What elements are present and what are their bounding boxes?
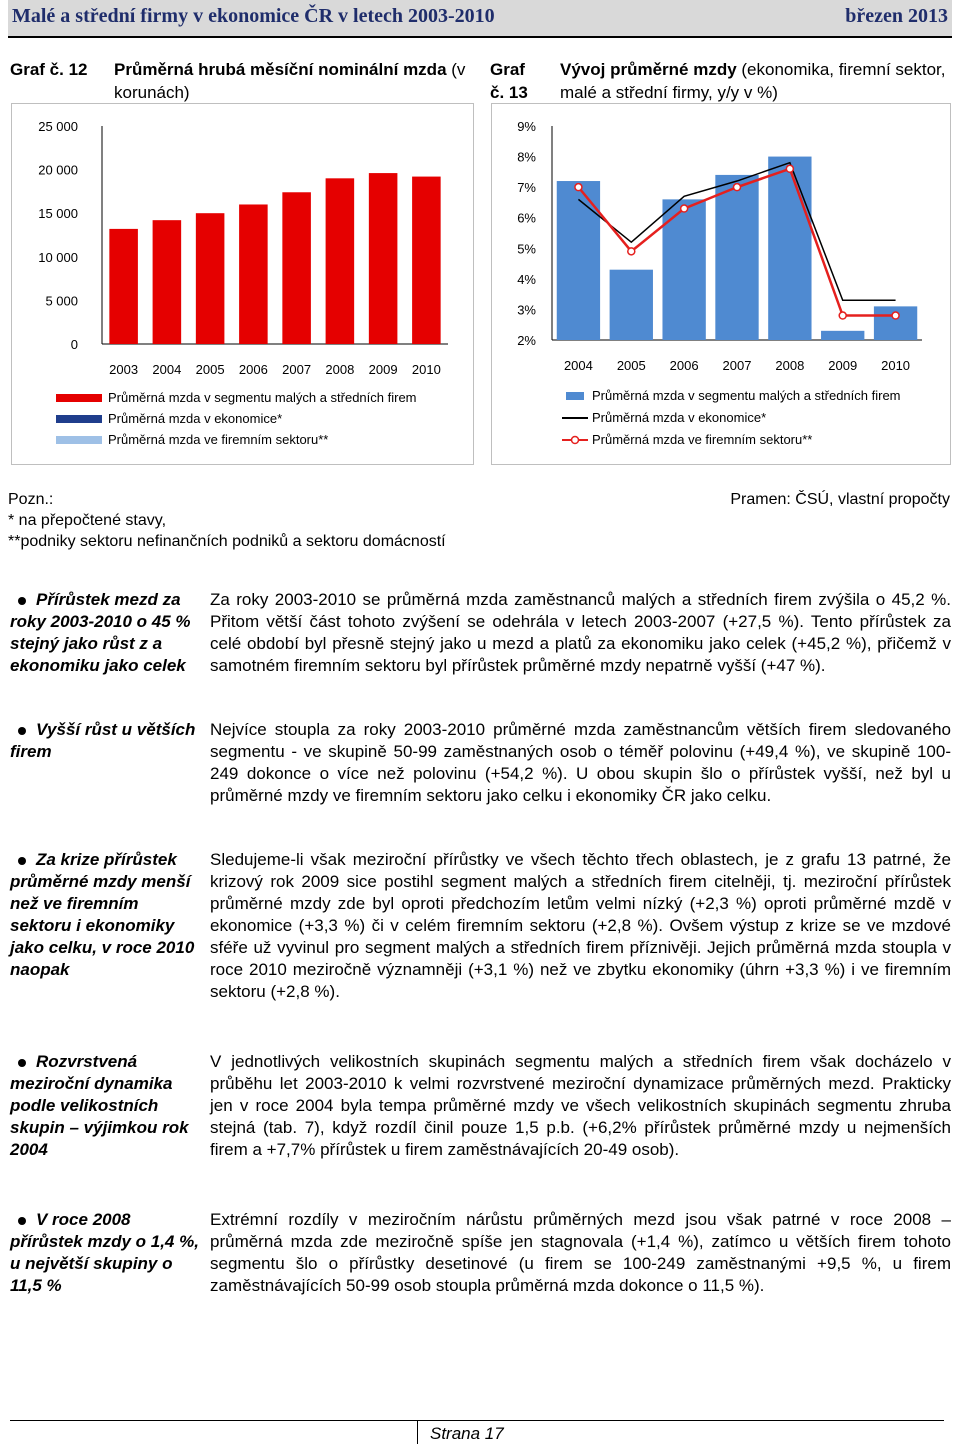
side-note-text: Vyšší růst u větších firem <box>10 720 196 761</box>
point-business-sector <box>628 248 635 255</box>
graph13-label-line1: Graf <box>490 60 525 79</box>
x-tick-label: 2004 <box>152 362 182 377</box>
x-tick-label: 2006 <box>669 358 699 373</box>
bullet-icon <box>18 1217 26 1225</box>
graph12-title <box>10 58 470 104</box>
document-date: březen 2013 <box>845 5 948 27</box>
legend-label: Průměrná mzda v ekonomice* <box>592 410 767 425</box>
graph13-title <box>490 58 950 104</box>
side-note-text: Přírůstek mezd za roky 2003-2010 o 45 % stejný jako růst z a ekonomiku jako celek <box>10 590 191 675</box>
legend-swatch <box>56 394 102 402</box>
side-note-4 <box>10 1051 202 1161</box>
graph13-label-line2: č. 13 <box>490 83 528 102</box>
bar-smb-2005 <box>196 213 225 344</box>
chart-13-svg <box>492 104 950 464</box>
y-tick-label: 0 <box>70 337 78 352</box>
graph12-title-main: Průměrná hrubá měsíční nominální mzda <box>114 60 447 79</box>
point-business-sector <box>734 184 741 191</box>
graph12-label: Graf č. 12 <box>10 60 88 79</box>
point-business-sector <box>839 312 846 319</box>
y-tick-label: 8% <box>517 149 536 165</box>
side-note-3 <box>10 849 202 981</box>
y-tick-label: 7% <box>517 180 536 196</box>
legend-swatch <box>566 392 584 400</box>
chart-13 <box>491 103 951 465</box>
x-tick-label: 2005 <box>616 358 646 373</box>
notes-label: Pozn.: <box>8 491 54 508</box>
y-tick-label: 10 000 <box>38 249 78 265</box>
y-tick-label: 5 000 <box>45 293 78 309</box>
y-tick-label: 25 000 <box>38 119 78 134</box>
x-tick-label: 2004 <box>563 358 593 373</box>
y-tick-label: 20 000 <box>38 162 78 178</box>
x-tick-label: 2007 <box>282 362 312 377</box>
legend-label: Průměrná mzda v segmentu malých a středních firem <box>592 388 901 403</box>
point-business-sector <box>681 205 688 212</box>
x-tick-label: 2010 <box>881 358 911 373</box>
bar-smb-2006 <box>239 204 268 344</box>
bar-smb-2004 <box>153 220 182 344</box>
legend-marker <box>572 437 579 444</box>
x-tick-label: 2005 <box>195 362 225 377</box>
point-business-sector <box>575 184 582 191</box>
footer-rule <box>10 1420 944 1421</box>
source-note: Pramen: ČSÚ, vlastní propočty <box>730 491 950 508</box>
paragraph-1: Za roky 2003-2010 se průměrná mzda zaměstnanců malých a středních firem zvýšila o 45,2 %. Přitom větší část tohoto zvýšení se odehrála v letech 2003-2007 (+27,5 %). Tento přírůstek za celé období byl přesně stejný jako u mezd a platů za ekonomiku jako celek (+45,2 %), přičemž v samotném firemním sektoru byl přírůstek průměrné mzdy nepatrně vyšší (+47 %). <box>210 590 951 675</box>
y-tick-label: 3% <box>517 302 536 318</box>
bullet-icon <box>18 597 26 605</box>
graph13-title-unit: (ekonomika, firemní sektor, malé a střední firmy, y/y v %) <box>560 60 946 102</box>
paragraph-3: Sledujeme-li však meziroční přírůstky ve všech těchto třech oblastech, je z grafu 13 patrné, že krizový rok 2009 sice postihl segment malých a středních firem citelněji, tj. meziroční přírůstek průměrné mzdy zde byl oproti předchozím letům velmi nízký (+2,3 %) oproti průměrné mzdě v ekonomice (+3,3 %) či v celém firemním sektoru (+2,8 %). Ovšem výstup z krize se ve mzdové sféře už vyvinul pro segment malých a středních firem příznivěji. Jejich průměrná mzda stoupla v roce 2010 meziročně významněji (+3,1 %) než ve zbytku ekonomiky (úhrn +3,3 %) i ve firemním sektoru (+2,8 %). <box>210 850 951 1001</box>
y-tick-label: 6% <box>517 210 536 226</box>
point-business-sector <box>892 312 899 319</box>
bar-smb-growth-2007 <box>715 175 758 340</box>
paragraph-5: Extrémní rozdíly v meziročním nárůstu průměrných mezd jsou však patrné v roce 2008 – průměrná mzda zde meziročně spíše jen stagnovala (+1,4 %), zatímco u větších firem tohoto segmentu šlo o přírůstky desetinové (u firem se 100-249 zaměstnanými +9,5 %, u firem zaměstnávajících 50-99 osob stoupla průměrná mzda dokonce o 11,5 %). <box>210 1210 951 1295</box>
paragraph-4: V jednotlivých velikostních skupinách segmentu malých a středních firem však docházelo v průběhu let 2003-2010 k velmi rozvrstvené meziroční dynamizace průměrných mezd. Prakticky jen v roce 2004 byla tempa průměrné mzdy ve všech velikostních skupinách segmentu zhruba stejná (tab. 7), když rozdíl činil pouze 1,5 p.b. (+6,2% přírůstek průměrné mzdy u nejmenších firem a +7,7% přírůstek u firem zaměstnávajících 20-49 osob). <box>210 1052 951 1159</box>
x-tick-label: 2008 <box>325 362 355 377</box>
x-tick-label: 2006 <box>238 362 268 377</box>
bar-smb-2010 <box>412 177 441 344</box>
x-tick-label: 2009 <box>368 362 398 377</box>
side-note-2 <box>10 719 202 763</box>
side-note-text: Rozvrstvená meziroční dynamika podle velikostních skupin – výjimkou rok 2004 <box>10 1052 189 1159</box>
legend-label: Průměrná mzda ve firemním sektoru** <box>108 432 329 447</box>
page-header <box>8 0 952 38</box>
bar-smb-2008 <box>326 178 355 344</box>
paragraph-2: Nejvíce stoupla za roky 2003-2010 průměrné mzda zaměstnancům větších firem sledovaného segmentu - ve skupině 50-99 zaměstnaných osob o téměř polovinu (+49,4 %), ve skupině 100-249 dokonce o více než polovinu (+54,2 %). U obou skupin šlo o přírůstek vyšší, než byl u průměrné mzdy ve firemním sektoru jako celku i ekonomiky ČR jako celku. <box>210 720 951 805</box>
y-tick-label: 2% <box>517 333 536 348</box>
bullet-icon <box>18 727 26 735</box>
y-tick-label: 4% <box>517 271 536 287</box>
x-tick-label: 2007 <box>722 358 752 373</box>
footer-tick <box>417 1420 418 1444</box>
legend-label: Průměrná mzda v segmentu malých a středních firem <box>108 390 417 405</box>
y-tick-label: 15 000 <box>38 206 78 222</box>
bar-smb-growth-2005 <box>610 270 653 340</box>
x-tick-label: 2009 <box>828 358 858 373</box>
bullet-icon <box>18 1059 26 1067</box>
side-note-text: Za krize přírůstek průměrné mzdy menší než ve firemním sektoru i ekonomiky jako celku, v roce 2010 naopak <box>10 850 195 979</box>
y-tick-label: 9% <box>517 119 536 134</box>
bar-smb-2003 <box>109 229 138 344</box>
note-2: **podniky sektoru nefinančních podniků a sektoru domácností <box>8 533 446 550</box>
bar-smb-growth-2009 <box>821 331 864 340</box>
side-note-1 <box>10 589 202 677</box>
bullet-icon <box>18 857 26 865</box>
note-1: * na přepočtené stavy, <box>8 512 167 529</box>
y-tick-label: 5% <box>517 241 536 257</box>
point-business-sector <box>786 165 793 172</box>
graph12-title-unit: (v korunách) <box>114 60 466 102</box>
page-number: Strana 17 <box>430 1424 504 1443</box>
side-note-5 <box>10 1209 202 1297</box>
legend-label: Průměrná mzda v ekonomice* <box>108 411 283 426</box>
bar-smb-2007 <box>282 192 311 344</box>
legend-swatch <box>56 436 102 444</box>
x-tick-label: 2010 <box>411 362 441 377</box>
side-note-text: V roce 2008 přírůstek mzdy o 1,4 %, u největší skupiny o 11,5 % <box>10 1210 199 1295</box>
bar-smb-2009 <box>369 173 398 344</box>
chart-12-svg <box>12 104 473 464</box>
document-title: Malé a střední firmy v ekonomice ČR v letech 2003-2010 <box>12 5 495 27</box>
chart-12 <box>11 103 474 465</box>
legend-swatch <box>56 415 102 423</box>
bar-smb-growth-2008 <box>768 157 811 340</box>
x-tick-label: 2008 <box>775 358 805 373</box>
legend-label: Průměrná mzda ve firemním sektoru** <box>592 432 813 447</box>
x-tick-label: 2003 <box>109 362 139 377</box>
graph13-title-main: Vývoj průměrné mzdy <box>560 60 737 79</box>
